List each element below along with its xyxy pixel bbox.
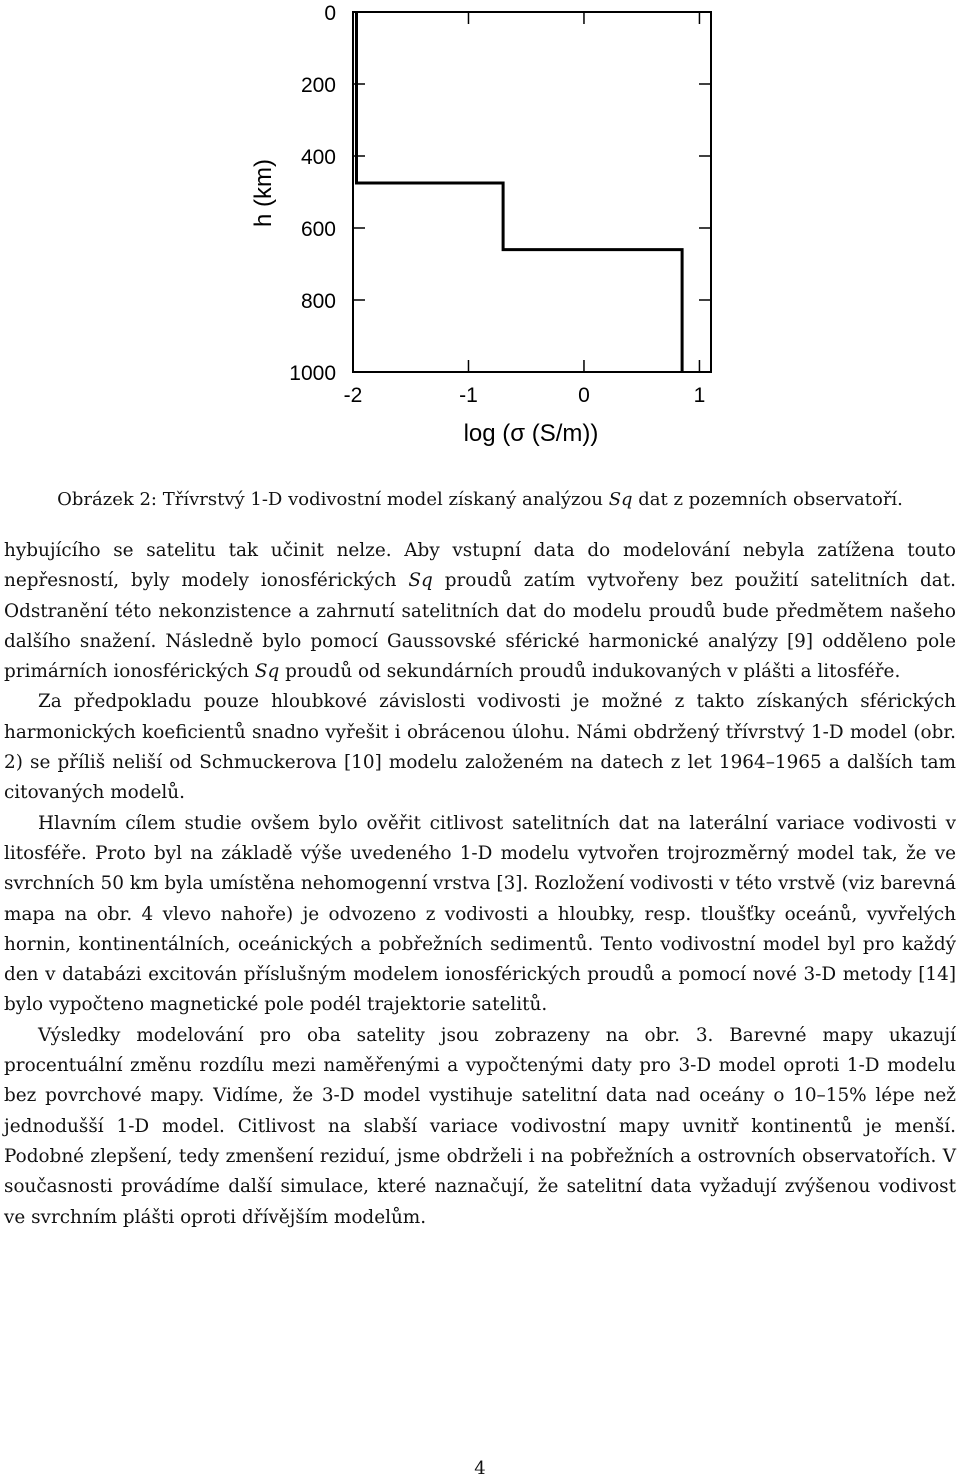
plot-frame (353, 12, 711, 372)
x-axis-ticks (344, 12, 706, 407)
x-tick-label: -2 (343, 384, 363, 407)
x-axis-label: log (σ (S/m)) (463, 420, 599, 447)
y-tick-label: 600 (300, 218, 336, 241)
paragraph-text: proudů zatím vytvořeny bez použití satelitních dat. Odstranění této nekonzistence a zahrnutí satelitních dat do modelu proudů bude předmětem našeho dalšího snažení. Následně bylo pomocí Gaussovské sférické harmonické analýzy [9] odděleno pole primárních ionosférických (4, 570, 956, 683)
x-tick-label: 0 (578, 384, 590, 407)
caption-sq: Sq (608, 489, 633, 510)
body-text (4, 536, 956, 1233)
conductivity-profile-line (357, 12, 683, 372)
y-axis-label: h (km) (250, 159, 277, 227)
y-tick-label: 400 (300, 146, 336, 169)
paragraph (4, 687, 956, 808)
y-tick-label: 1000 (289, 362, 336, 385)
paragraph (4, 809, 956, 1021)
paragraph-text: hybujícího se satelitu tak učinit nelze. Aby vstupní data do modelování nebyla zatížena touto nepřesností, byly modely ionosférických (4, 540, 956, 592)
italic-term: Sq (254, 661, 280, 683)
paragraph-text: proudů od sekundárních proudů indukovaných v plášti a litosféře. (279, 661, 901, 683)
paragraph (4, 536, 956, 687)
x-tick-label: 1 (693, 384, 706, 407)
chart-svg (240, 0, 720, 460)
caption-suffix: dat z pozemních observatoří. (632, 489, 903, 510)
page-number: 4 (474, 1458, 486, 1479)
y-tick-label: 800 (300, 290, 336, 313)
y-tick-label: 200 (300, 74, 336, 97)
conductivity-profile-chart (240, 0, 720, 460)
paragraph-text: Za předpokladu pouze hloubkové závislosti vodivosti je možné z takto získaných sférických harmonických koeficientů snadno vyřešit i obrácenou úlohu. Námi obdržený třívrstvý 1-D model (obr. 2) se příliš neliší od Schmuckerova [10] modelu založeném na datech z let 1964–1965 a dalších tam citovaných modelů. (4, 691, 956, 804)
paragraph-text: Hlavním cílem studie ovšem bylo ověřit citlivost satelitních dat na laterální variace vodivosti v litosféře. Proto byl na základě výše uvedeného 1-D modelu vytvořen trojrozměrný model tak, že ve svrchních 50 km byla umístěna nehomogenní vrstva [3]. Rozložení vodivosti v této vrstvě (viz barevná mapa na obr. 4 vlevo nahoře) je odvozeno z vodivosti a hloubky, resp. tloušťky oceánů, vyvřelých hornin, kontinentálních, oceánických a pobřežních sedimentů. Tento vodivostní model byl pro každý den v databázi excitován příslušným modelem ionosférických proudů a pomocí nové 3-D metody [14] bylo vypočteno magnetické pole podél trajektorie satelitů. (4, 812, 956, 1016)
italic-term: Sq (408, 570, 433, 592)
paragraph (4, 1021, 956, 1233)
caption-prefix: Obrázek 2: Třívrstvý 1-D vodivostní model získaný analýzou (57, 489, 609, 510)
figure-caption (0, 487, 960, 513)
y-tick-label: 0 (324, 2, 336, 25)
x-tick-label: -1 (459, 384, 478, 407)
series-group (357, 12, 683, 372)
paragraph-text: Výsledky modelování pro oba satelity jsou zobrazeny na obr. 3. Barevné mapy ukazují procentuální změnu rozdílu mezi naměřenými a vypočtenými daty pro 3-D model oproti 1-D modelu bez povrchové mapy. Vidíme, že 3-D model vystihuje satelitní data nad oceány o 10–15% lépe než jednodušší 1-D model. Citlivost na slabší variace vodivostní mapy uvnitř kontinentů je menší. Podobné zlepšení, tedy zmenšení reziduí, jsme obdrželi i na pobřežních a ostrovních observatořích. V současnosti provádíme další simulace, které naznačují, že satelitní data vyžadují zvýšenou vodivost ve svrchním plášti oproti dřívějším modelům. (4, 1024, 956, 1228)
